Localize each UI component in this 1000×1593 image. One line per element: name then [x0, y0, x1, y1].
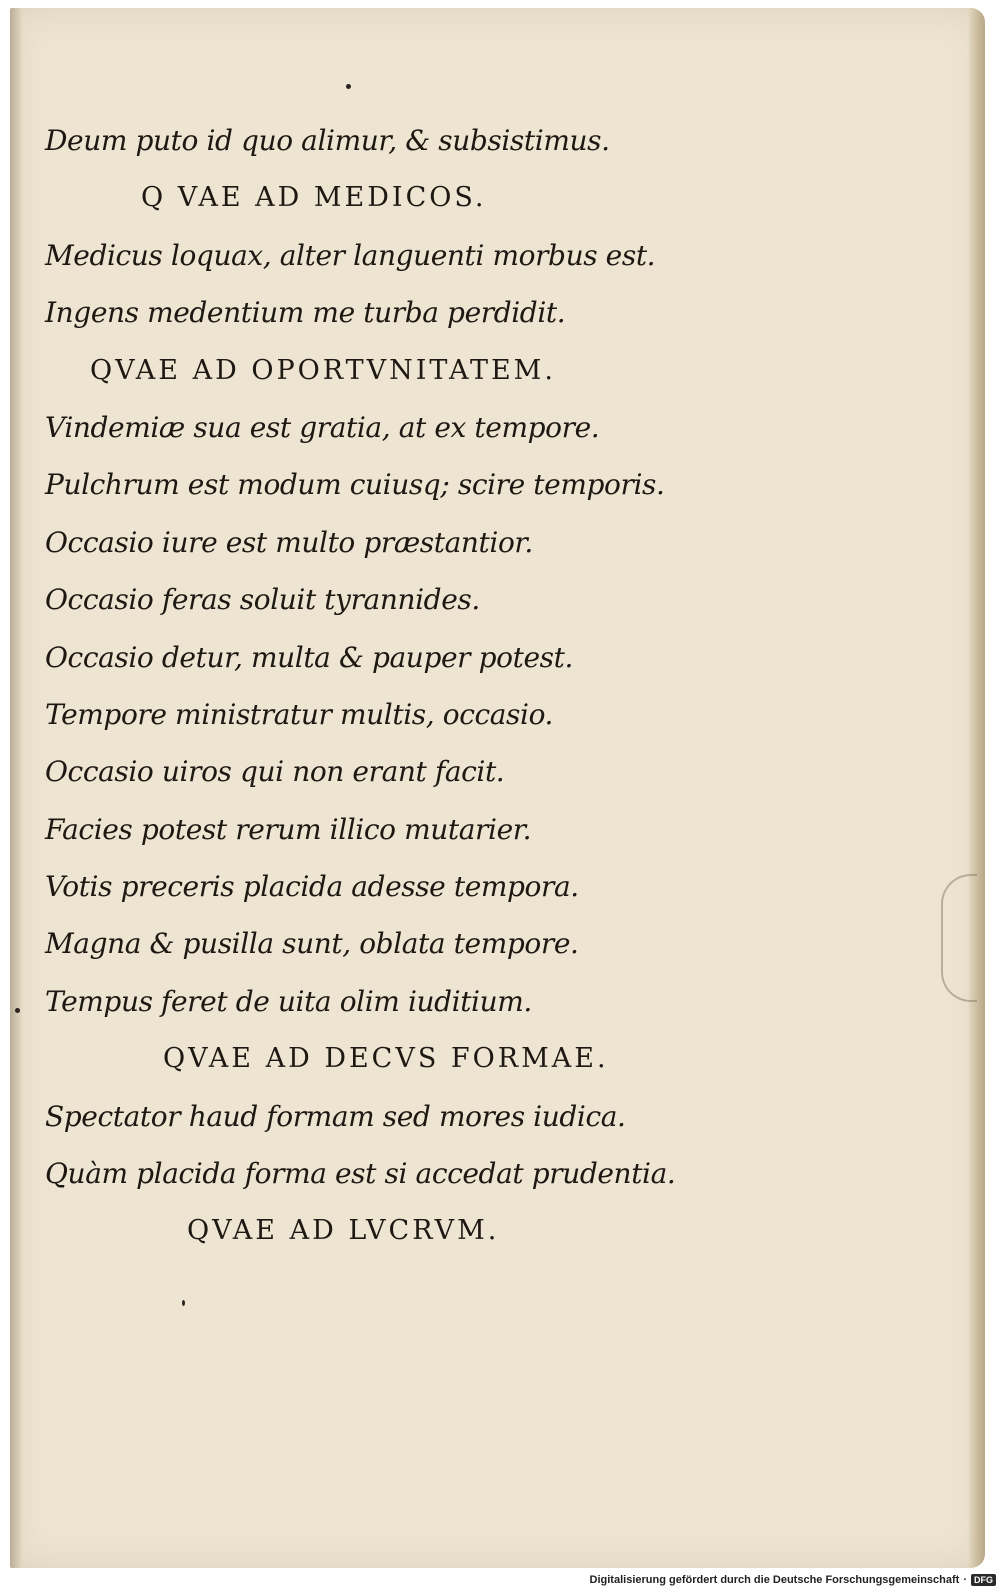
- ink-spot: [346, 84, 351, 89]
- verse-line: Tempus feret de uita olim iuditium.: [45, 984, 532, 1018]
- verse-line: Tempore ministratur multis, occasio.: [45, 697, 554, 731]
- dfg-logo-icon: DFG: [971, 1574, 996, 1586]
- ink-spot: [182, 1300, 185, 1306]
- verse-line: Pulchrum est modum cuiusq; scire temporis.: [45, 468, 665, 502]
- page-gutter: [10, 8, 22, 1568]
- digitization-footer: Digitalisierung gefördert durch die Deutsche Forschungsgemeinschaft · DFG: [590, 1574, 996, 1586]
- verse-line: Occasio feras soluit tyrannides.: [45, 583, 480, 617]
- verse-line: Deum puto id quo alimur, & subsistimus.: [45, 124, 610, 157]
- verse-line: Occasio iure est multo præstantior.: [45, 525, 533, 559]
- verse-line: Vindemiæ sua est gratia, at ex tempore.: [45, 410, 600, 444]
- verse-line: Occasio detur, multa & pauper potest.: [45, 640, 573, 674]
- verse-line: Ingens medentium me turba perdidit.: [45, 296, 566, 330]
- verse-line: Spectator haud formam sed mores iudica.: [45, 1099, 626, 1133]
- page-clip: [941, 874, 977, 1002]
- section-heading: QVAE AD OPORTVNITATEM.: [90, 354, 556, 386]
- ink-spot: [15, 1008, 20, 1013]
- page-edge: [969, 8, 985, 1568]
- verse-line: Facies potest rerum illico mutarier.: [45, 812, 532, 846]
- verse-line: Occasio uiros qui non erant facit.: [45, 755, 505, 789]
- section-heading: Q VAE AD MEDICOS.: [141, 182, 487, 214]
- verse-line: Quàm placida forma est si accedat prudentia.: [45, 1157, 676, 1191]
- verse-line: Votis preceris placida adesse tempora.: [45, 870, 579, 904]
- book-page: [10, 8, 985, 1568]
- footer-text: Digitalisierung gefördert durch die Deutsche Forschungsgemeinschaft: [589, 1574, 960, 1586]
- section-heading: QVAE AD LVCRVM.: [187, 1215, 500, 1247]
- page-text: [35, 112, 935, 1260]
- section-heading: QVAE AD DECVS FORMAE.: [163, 1043, 609, 1075]
- verse-line: Magna & pusilla sunt, oblata tempore.: [45, 927, 579, 961]
- verse-line: Medicus loquax, alter languenti morbus est.: [45, 238, 656, 272]
